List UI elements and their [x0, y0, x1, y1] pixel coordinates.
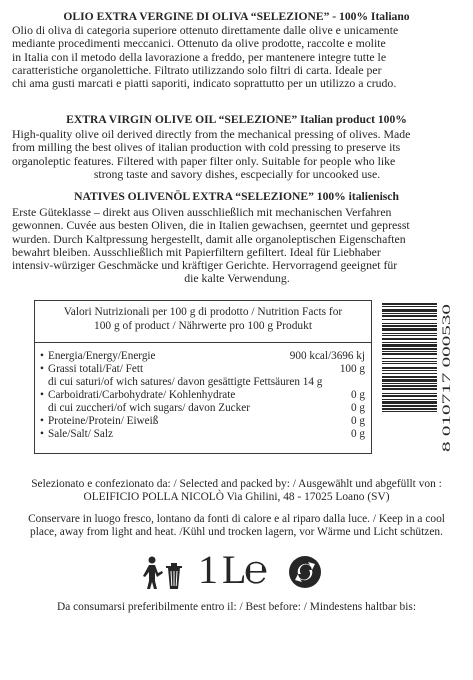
bullet: •: [40, 428, 44, 440]
barcode-bar: [382, 411, 437, 412]
italian-line: chi ama gusti marcati e piatti saporiti, indicato soprattutto per un utilizzo a crudo.: [12, 76, 397, 91]
barcode-bar: [382, 379, 437, 382]
barcode-bar: [382, 370, 437, 371]
german-description: [12, 206, 462, 286]
nutrition-heading-line: Valori Nutrizionali per 100 g di prodotto / Nutrition Facts for: [63, 306, 343, 318]
nutrition-label: [40, 389, 235, 401]
english-line: strong taste and savory dishes, escpecially for uncooked use.: [93, 166, 381, 181]
english-line: organoleptic features. Filtered with paper filter only. Suitable for people who like: [12, 153, 396, 168]
barcode-bar: [382, 399, 437, 400]
english-heading: EXTRA VIRGIN OLIVE OIL “SELEZIONE” Italian product 100%: [66, 113, 407, 126]
packer-info: [0, 478, 473, 504]
tidyman-bin-icon: [140, 555, 184, 591]
nutrition-label-text: Sale/Salt/ Salz: [48, 428, 113, 440]
barcode: [382, 302, 454, 452]
nutrition-heading: [35, 301, 371, 333]
nutrition-value: 0 g: [351, 389, 365, 401]
recycle-icon: [288, 555, 322, 589]
nutrition-value: 0 g: [351, 402, 365, 414]
barcode-bar: [382, 303, 437, 305]
english-description: [12, 128, 462, 181]
nutrition-divider: [35, 342, 371, 343]
nutrition-label: [48, 376, 322, 388]
estimated-sign: ℮: [244, 547, 269, 593]
barcode-bar: [382, 319, 437, 320]
storage-line: Conservare in luogo fresco, lontano da fonti di calore e al riparo dalla luce. / Keep in a cool: [28, 513, 445, 525]
german-line: bewahrt bleiben. Ausschließlich mit Papierfiltern gefiltert. Ideal für Liebhaber: [12, 244, 381, 259]
barcode-bar: [382, 342, 437, 343]
barcode-bar: [382, 385, 437, 387]
nutrition-label-text: Energia/Energy/Energie: [48, 350, 156, 362]
barcode-bar: [382, 408, 437, 410]
barcode-bar: [382, 363, 437, 364]
barcode-bar: [382, 338, 437, 340]
storage-line: place, away from light and heat. /Kühl und trocken lagern, vor Wärme und Licht schützen.: [30, 526, 443, 539]
nutrition-value: 900 kcal/3696 kj: [289, 350, 365, 362]
barcode-bar: [382, 333, 437, 334]
nutrition-label-text: Carboidrati/Carbohydrate/ Kohlenhydrate: [48, 389, 236, 401]
barcode-bar: [382, 315, 437, 317]
barcode-bar: [382, 383, 437, 384]
barcode-bar: [382, 376, 437, 378]
english-line: High-quality olive oil derived directly from the mechanical pressing of olives. Made: [12, 127, 411, 141]
barcode-bar: [382, 361, 437, 362]
barcode-bar: [382, 405, 437, 407]
storage-info: [0, 513, 473, 539]
barcode-bar: [382, 353, 437, 355]
bullet: •: [40, 363, 44, 375]
italian-heading: OLIO EXTRA VERGINE DI OLIVA “SELEZIONE” - 100% Italiano: [63, 10, 410, 23]
barcode-bar: [382, 309, 437, 312]
nutrition-label-text: Grassi totali/Fat/ Fett: [48, 363, 144, 375]
nutrition-label-text: Proteine/Protein/ Eiweiß: [48, 415, 159, 427]
barcode-bar: [382, 313, 437, 314]
nutrition-label-text: di cui zuccheri/of wich sugars/ davon Zucker: [48, 402, 250, 414]
barcode-digits: 8 010717 000530: [441, 371, 453, 452]
nutrition-label: [40, 363, 143, 375]
german-line: die kalte Verwendung.: [184, 271, 290, 286]
barcode-bar: [382, 325, 437, 327]
barcode-bar: [382, 393, 437, 394]
bullet: •: [40, 415, 44, 427]
german-line: intensiv-würziger Geschmäcke und kräftiger Gerichte. Hervorragend geeignet für: [12, 258, 398, 273]
barcode-bar: [382, 395, 437, 397]
nutrition-table: [34, 300, 372, 454]
barcode-bar: [382, 306, 437, 307]
bullet: •: [40, 350, 44, 362]
packer-address: OLEIFICIO POLLA NICOLÒ Via Ghilini, 48 - 17025 Loano (SV): [83, 491, 390, 504]
german-heading: NATIVES OLIVENÖL EXTRA “SELEZIONE” 100% italienisch: [74, 190, 399, 203]
nutrition-value: 0 g: [351, 415, 365, 427]
nutrition-value: 0 g: [351, 428, 365, 440]
nutrition-heading-line: 100 g of product / Nährwerte pro 100 g Produkt: [94, 320, 312, 332]
packer-line: Selezionato e confezionato da: / Selected and packed by: / Ausgewählt und abgefüllt von :: [31, 478, 442, 490]
barcode-bar: [382, 401, 437, 404]
nutrition-label: [48, 402, 250, 414]
nutrition-label: [40, 415, 158, 427]
barcode-bar: [382, 323, 437, 324]
german-line: wurden. Durch Kaltpressung hergestellt, damit alle organoleptischen Eigenschaften: [12, 231, 406, 246]
barcode-bar: [382, 367, 437, 369]
barcode-bar: [382, 344, 437, 347]
english-line: from milling the best olives of italian production with cold pressing to preserve its: [12, 140, 401, 155]
bullet: •: [40, 389, 44, 401]
italian-description: [12, 24, 462, 90]
german-line: gewonnen. Cuvée aus besten Oliven, die in Italien gewachsen, geerntet und gepresst: [12, 218, 410, 233]
italian-line: in Italia con il metodo della lavorazione a freddo, per mantenere integre tutte le: [12, 49, 387, 64]
barcode-bar: [382, 388, 437, 390]
barcode-bar: [382, 348, 437, 350]
italian-line: caratteristiche organolettiche. Filtrato utilizzando solo filtri di carta. Ideale per: [12, 62, 382, 77]
nutrition-value: 100 g: [339, 363, 365, 375]
barcode-bar: [382, 373, 437, 374]
barcode-bar: [382, 335, 437, 336]
barcode-bar: [382, 351, 437, 352]
barcode-bar: [382, 328, 437, 331]
best-before: Da consumarsi preferibilmente entro il: / Best before: / Mindestens haltbar bis:: [56, 601, 417, 613]
italian-line: mediante procedimenti meccanici. Ottenuto da olive prodotte, raccolte e molite: [12, 36, 386, 51]
barcode-bar: [382, 358, 437, 359]
nutrition-label-text: di cui saturi/of wich satures/ davon gesättigte Fettsäuren 14 g: [48, 376, 323, 388]
nutrition-label: [40, 350, 156, 362]
italian-line: Olio di oliva di categoria superiore ottenuto direttamente dalle olive e unicamente: [12, 23, 399, 37]
volume-label: 1L: [198, 547, 251, 592]
barcode-bars: [382, 303, 437, 412]
nutrition-label: [40, 428, 113, 440]
german-line: Erste Güteklasse – direkt aus Oliven ausschließlich mit mechanischen Verfahren: [12, 205, 392, 219]
